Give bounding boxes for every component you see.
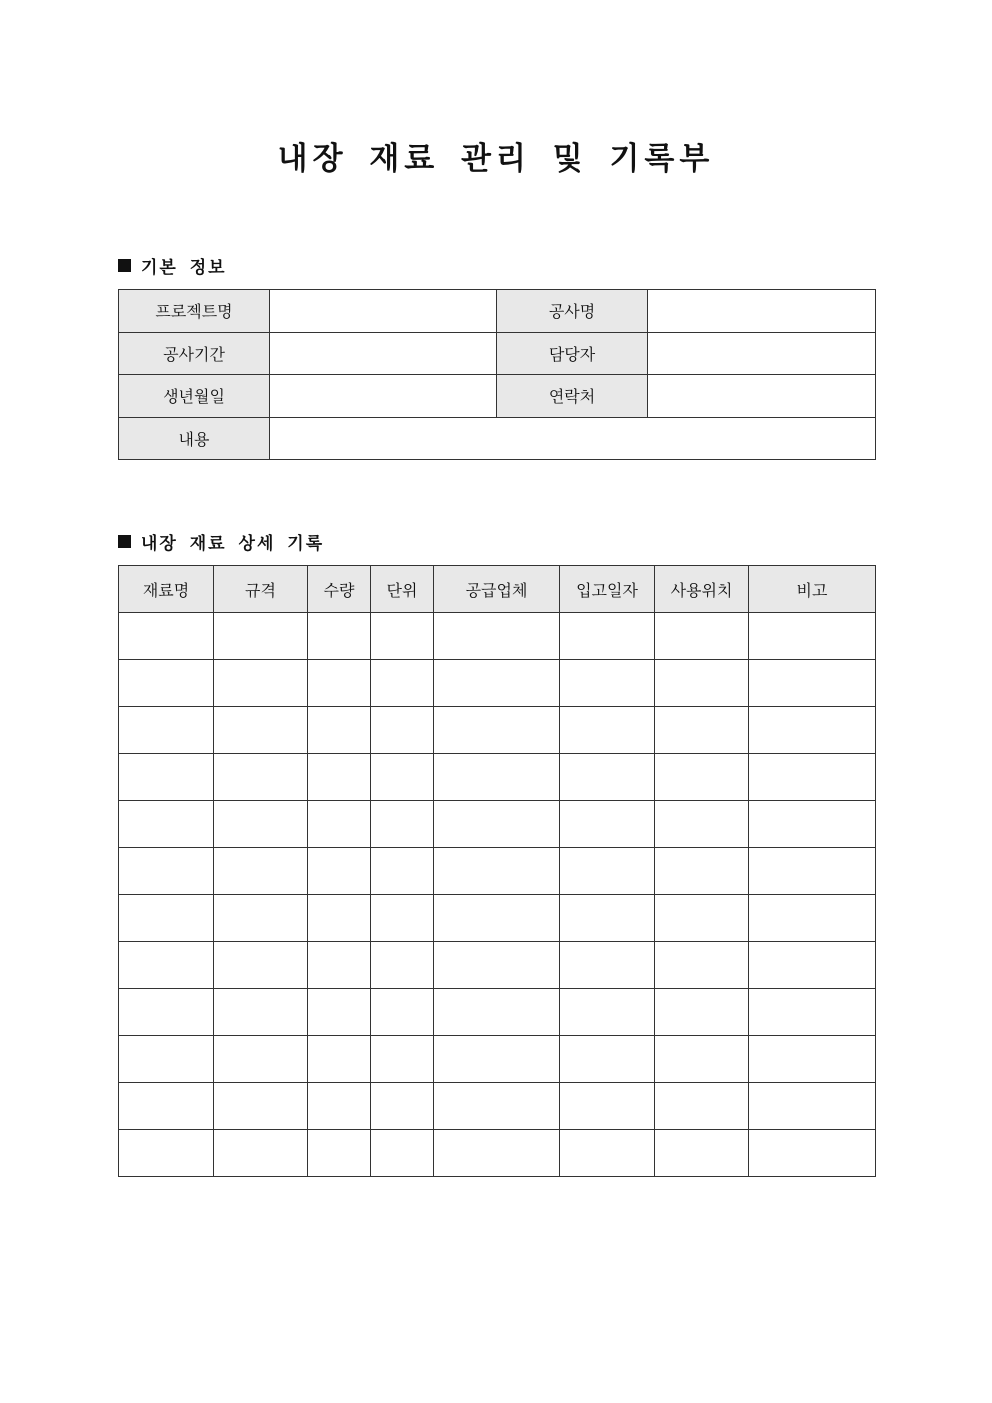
spec-cell[interactable] (214, 895, 308, 942)
spec-cell[interactable] (214, 848, 308, 895)
material-name-cell[interactable] (119, 942, 214, 989)
construction-name-field[interactable] (648, 290, 876, 333)
unit-cell[interactable] (371, 754, 434, 801)
supplier-cell[interactable] (434, 848, 560, 895)
supplier-cell[interactable] (434, 613, 560, 660)
table-row (119, 1083, 876, 1130)
unit-cell[interactable] (371, 989, 434, 1036)
remarks-cell[interactable] (749, 754, 876, 801)
remarks-cell[interactable] (749, 1130, 876, 1177)
construction-period-label: 공사기간 (119, 332, 270, 375)
unit-cell[interactable] (371, 707, 434, 754)
basic-info-row (119, 332, 876, 375)
spec-cell[interactable] (214, 1083, 308, 1130)
table-row (119, 613, 876, 660)
quantity-cell[interactable] (308, 754, 371, 801)
material-name-cell[interactable] (119, 660, 214, 707)
unit-cell[interactable] (371, 1130, 434, 1177)
document-title: 내장 재료 관리 및 기록부 (277, 141, 715, 177)
supplier-cell[interactable] (434, 895, 560, 942)
receipt-date-cell[interactable] (560, 754, 655, 801)
table-row (119, 942, 876, 989)
receipt-date-cell[interactable] (560, 613, 655, 660)
table-row (119, 801, 876, 848)
column-header-receipt-date: 입고일자 (560, 566, 655, 613)
column-header-unit: 단위 (371, 566, 434, 613)
receipt-date-cell[interactable] (560, 1036, 655, 1083)
material-detail-body (119, 613, 876, 1177)
quantity-cell[interactable] (308, 660, 371, 707)
unit-cell[interactable] (371, 613, 434, 660)
remarks-cell[interactable] (749, 1036, 876, 1083)
quantity-cell[interactable] (308, 707, 371, 754)
unit-cell[interactable] (371, 1036, 434, 1083)
contact-label: 연락처 (497, 375, 648, 418)
receipt-date-cell[interactable] (560, 848, 655, 895)
material-name-cell[interactable] (119, 707, 214, 754)
remarks-cell[interactable] (749, 660, 876, 707)
supplier-cell[interactable] (434, 942, 560, 989)
spec-cell[interactable] (214, 801, 308, 848)
detail-record-heading (118, 529, 324, 554)
material-name-cell[interactable] (119, 1130, 214, 1177)
contact-field[interactable] (648, 375, 876, 418)
receipt-date-cell[interactable] (560, 801, 655, 848)
construction-name-label: 공사명 (497, 290, 648, 333)
column-header-usage-location: 사용위치 (655, 566, 749, 613)
table-row (119, 895, 876, 942)
usage-location-cell[interactable] (655, 942, 749, 989)
spec-cell[interactable] (214, 1036, 308, 1083)
detail-record-heading-text: 내장 재료 상세 기록 (141, 534, 325, 554)
usage-location-cell[interactable] (655, 801, 749, 848)
spec-cell[interactable] (214, 942, 308, 989)
usage-location-cell[interactable] (655, 754, 749, 801)
receipt-date-cell[interactable] (560, 942, 655, 989)
basic-info-row (119, 290, 876, 333)
material-name-cell[interactable] (119, 1036, 214, 1083)
material-name-cell[interactable] (119, 989, 214, 1036)
usage-location-cell[interactable] (655, 848, 749, 895)
receipt-date-cell[interactable] (560, 660, 655, 707)
unit-cell[interactable] (371, 942, 434, 989)
material-name-cell[interactable] (119, 1083, 214, 1130)
content-field[interactable] (270, 417, 876, 460)
quantity-cell[interactable] (308, 942, 371, 989)
material-name-cell[interactable] (119, 754, 214, 801)
column-header-spec: 규격 (214, 566, 308, 613)
spec-cell[interactable] (214, 707, 308, 754)
table-row (119, 989, 876, 1036)
unit-cell[interactable] (371, 895, 434, 942)
remarks-cell[interactable] (749, 848, 876, 895)
birth-date-field[interactable] (270, 375, 497, 418)
quantity-cell[interactable] (308, 1036, 371, 1083)
square-bullet-icon (118, 259, 131, 272)
receipt-date-cell[interactable] (560, 1130, 655, 1177)
remarks-cell[interactable] (749, 989, 876, 1036)
content-label: 내용 (119, 417, 270, 460)
manager-label: 담당자 (497, 332, 648, 375)
spec-cell[interactable] (214, 1130, 308, 1177)
remarks-cell[interactable] (749, 801, 876, 848)
basic-info-row (119, 417, 876, 460)
supplier-cell[interactable] (434, 660, 560, 707)
usage-location-cell[interactable] (655, 1130, 749, 1177)
usage-location-cell[interactable] (655, 895, 749, 942)
column-header-quantity: 수량 (308, 566, 371, 613)
quantity-cell[interactable] (308, 613, 371, 660)
basic-info-heading (118, 253, 227, 278)
table-row (119, 660, 876, 707)
quantity-cell[interactable] (308, 895, 371, 942)
spec-cell[interactable] (214, 754, 308, 801)
unit-cell[interactable] (371, 660, 434, 707)
material-name-cell[interactable] (119, 895, 214, 942)
unit-cell[interactable] (371, 1083, 434, 1130)
remarks-cell[interactable] (749, 895, 876, 942)
supplier-cell[interactable] (434, 989, 560, 1036)
unit-cell[interactable] (371, 848, 434, 895)
remarks-cell[interactable] (749, 1083, 876, 1130)
spec-cell[interactable] (214, 660, 308, 707)
table-row (119, 754, 876, 801)
usage-location-cell[interactable] (655, 1036, 749, 1083)
table-header-row (119, 566, 876, 613)
basic-info-table (118, 289, 876, 460)
receipt-date-cell[interactable] (560, 707, 655, 754)
basic-info-row (119, 375, 876, 418)
material-name-cell[interactable] (119, 848, 214, 895)
material-name-cell[interactable] (119, 613, 214, 660)
quantity-cell[interactable] (308, 801, 371, 848)
supplier-cell[interactable] (434, 1130, 560, 1177)
manager-field[interactable] (648, 332, 876, 375)
remarks-cell[interactable] (749, 942, 876, 989)
usage-location-cell[interactable] (655, 989, 749, 1036)
construction-period-field[interactable] (270, 332, 497, 375)
quantity-cell[interactable] (308, 1083, 371, 1130)
table-row (119, 1130, 876, 1177)
basic-info-heading-text: 기본 정보 (141, 258, 227, 278)
supplier-cell[interactable] (434, 754, 560, 801)
usage-location-cell[interactable] (655, 707, 749, 754)
supplier-cell[interactable] (434, 707, 560, 754)
material-name-cell[interactable] (119, 801, 214, 848)
usage-location-cell[interactable] (655, 660, 749, 707)
column-header-material-name: 재료명 (119, 566, 214, 613)
remarks-cell[interactable] (749, 707, 876, 754)
material-detail-table (118, 565, 876, 1177)
column-header-remarks: 비고 (749, 566, 876, 613)
unit-cell[interactable] (371, 801, 434, 848)
project-name-field[interactable] (270, 290, 497, 333)
remarks-cell[interactable] (749, 613, 876, 660)
quantity-cell[interactable] (308, 989, 371, 1036)
column-header-supplier: 공급업체 (434, 566, 560, 613)
spec-cell[interactable] (214, 613, 308, 660)
receipt-date-cell[interactable] (560, 989, 655, 1036)
quantity-cell[interactable] (308, 1130, 371, 1177)
square-bullet-icon (118, 535, 131, 548)
supplier-cell[interactable] (434, 1083, 560, 1130)
table-row (119, 707, 876, 754)
spec-cell[interactable] (214, 989, 308, 1036)
receipt-date-cell[interactable] (560, 1083, 655, 1130)
quantity-cell[interactable] (308, 848, 371, 895)
usage-location-cell[interactable] (655, 613, 749, 660)
supplier-cell[interactable] (434, 801, 560, 848)
usage-location-cell[interactable] (655, 1083, 749, 1130)
table-row (119, 848, 876, 895)
supplier-cell[interactable] (434, 1036, 560, 1083)
table-row (119, 1036, 876, 1083)
receipt-date-cell[interactable] (560, 895, 655, 942)
project-name-label: 프로젝트명 (119, 290, 270, 333)
birth-date-label: 생년월일 (119, 375, 270, 418)
